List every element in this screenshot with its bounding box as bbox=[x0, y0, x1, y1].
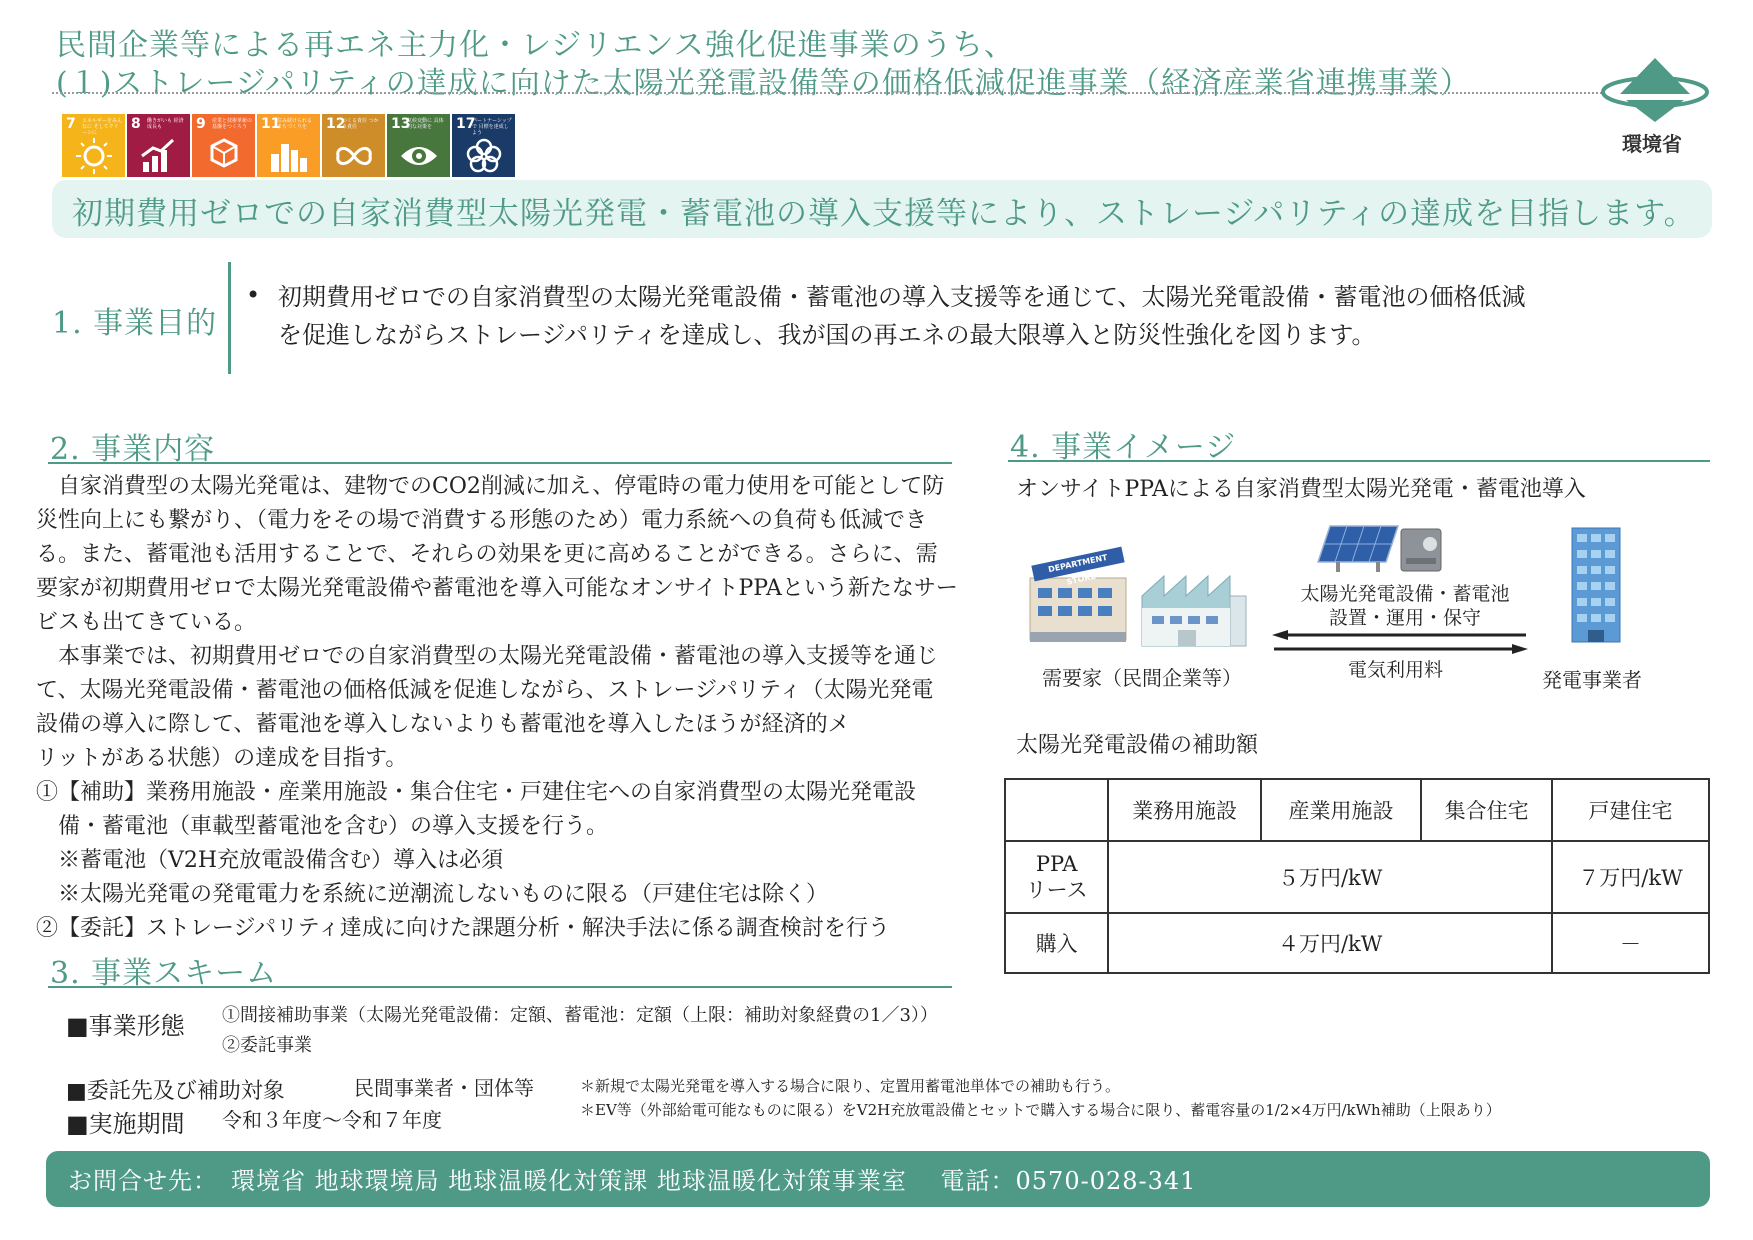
image-rule bbox=[1008, 460, 1710, 462]
contact-text: お問合せ先： 環境省 地球環境局 地球温暖化対策課 地球温暖化対策事業室 電話：0570-028-341 bbox=[68, 1167, 1197, 1195]
sdg-number: 11 bbox=[261, 116, 281, 132]
image-title: 4. 事業イメージ bbox=[1010, 430, 1237, 465]
content-line: 本事業では、初期費用ゼロでの自家消費型の太陽光発電設備・蓄電池の導入支援等を通じ bbox=[36, 644, 939, 669]
table-row bbox=[1005, 779, 1709, 841]
sdg-number: 7 bbox=[66, 116, 76, 132]
scheme-note2: ＊EV等（外部給電可能なものに限る）をV2H充放電設備とセットで購入する場合に限り、蓄電容量の1/2×4万円/kWh補助（上限あり） bbox=[580, 1101, 1501, 1119]
goal-banner bbox=[52, 180, 1712, 238]
table-header-cell: 集合住宅 bbox=[1421, 779, 1552, 841]
scheme-target-value: 民間事業者・団体等 bbox=[354, 1076, 534, 1100]
equipment-line2: 設置・運用・保守 bbox=[1328, 607, 1481, 629]
table-row bbox=[1005, 841, 1709, 913]
content-line: て、太陽光発電設備・蓄電池の価格低減を促進しながら、ストレージパリティ（太陽光発電 bbox=[36, 678, 934, 703]
subsidy-table bbox=[1004, 778, 1710, 974]
goal-banner-text: 初期費用ゼロでの自家消費型太陽光発電・蓄電池の導入支援等により、ストレージパリティの達成を目指します。 bbox=[72, 196, 1696, 232]
purpose-line1: 初期費用ゼロでの自家消費型の太陽光発電設備・蓄電池の導入支援等を通じて、太陽光発電設備・蓄電池の価格低減 bbox=[278, 283, 1526, 311]
sdg-text: エネルギーをみんなに そしてクリーンに bbox=[82, 118, 123, 136]
table-value-cell: ５万円/kW bbox=[1108, 841, 1552, 913]
sdg-17-icon bbox=[452, 114, 515, 177]
table-row-label bbox=[1005, 841, 1108, 913]
purpose-title: 1. 事業目的 bbox=[52, 306, 218, 341]
content-line: 自家消費型の太陽光発電は、建物でのCO2削減に加え、停電時の電力使用を可能として防 bbox=[36, 474, 945, 499]
supplier-label: 発電事業者 bbox=[1542, 668, 1642, 692]
sdg-number: 17 bbox=[456, 116, 476, 132]
purpose-text bbox=[278, 278, 1526, 354]
scheme-rule bbox=[48, 986, 952, 988]
row-label-line2: リース bbox=[1025, 878, 1088, 902]
content-line: ※太陽光発電の発電電力を系統に逆潮流しないものに限る（戸建住宅は除く） bbox=[36, 882, 829, 907]
factory-icon bbox=[1138, 556, 1250, 652]
sdg-7-icon bbox=[62, 114, 125, 177]
sdg-13-icon bbox=[387, 114, 450, 177]
title-divider bbox=[52, 92, 1602, 94]
content-line: る。また、蓄電池も活用することで、それらの効果を更に高めることができる。さらに、需 bbox=[36, 542, 938, 567]
sdg-text: 住み続けられる まちづくりを bbox=[277, 118, 313, 130]
sdg-text: 働きがいも 経済成長も bbox=[147, 118, 184, 130]
scheme-note1: ＊新規で太陽光発電を導入する場合に限り、定置用蓄電池単体での補助も行う。 bbox=[580, 1077, 1121, 1095]
sdg-text: パートナーシップで 目標を達成しよう bbox=[472, 118, 512, 136]
content-line: ※蓄電池（V2H充放電設備含む）導入は必須 bbox=[36, 848, 504, 873]
page-title-line1: 民間企業等による再エネ主力化・レジリエンス強化促進事業のうち、 bbox=[56, 28, 1015, 63]
scheme-form-line2: ②委託事業 bbox=[222, 1035, 312, 1056]
content-line: ビスも出てきている。 bbox=[36, 610, 257, 635]
sdg-text: つくる責任 つかう責任 bbox=[342, 118, 379, 130]
scheme-form-label: ■事業形態 bbox=[66, 1012, 185, 1040]
page-title-line2: (１)ストレージパリティの達成に向けた太陽光発電設備等の価格低減促進事業（経済産業省連携事業） bbox=[56, 66, 1471, 101]
sdg-number: 9 bbox=[196, 116, 206, 132]
equipment-line1: 太陽光発電設備・蓄電池 bbox=[1300, 583, 1510, 605]
table-value-cell: ７万円/kW bbox=[1552, 841, 1709, 913]
content-line: ①【補助】業務用施設・産業用施設・集合住宅・戸建住宅への自家消費型の太陽光発電設 bbox=[36, 780, 917, 805]
sdg-9-icon bbox=[192, 114, 255, 177]
sdg-text: 気候変動に 具体的な対策を bbox=[407, 118, 444, 130]
table-header-cell: 産業用施設 bbox=[1261, 779, 1421, 841]
table-header-cell: 戸建住宅 bbox=[1552, 779, 1709, 841]
table-row-label: 購入 bbox=[1005, 913, 1108, 973]
content-body bbox=[36, 470, 966, 946]
sdg-number: 12 bbox=[326, 116, 346, 132]
content-rule bbox=[48, 462, 952, 464]
table-row bbox=[1005, 913, 1709, 973]
fee-label: 電気利用料 bbox=[1348, 659, 1444, 681]
service-arrow-icon bbox=[1272, 630, 1528, 658]
scheme-target-label: ■委託先及び補助対象 bbox=[66, 1079, 285, 1104]
sdg-12-icon bbox=[322, 114, 385, 177]
solar-panel-icon bbox=[1316, 524, 1400, 578]
content-line: リットがある状態）の達成を目指す。 bbox=[36, 746, 408, 771]
image-subtitle: オンサイトPPAによる自家消費型太陽光発電・蓄電池導入 bbox=[1016, 477, 1586, 502]
content-line: 要家が初期費用ゼロで太陽光発電設備や蓄電池を導入可能なオンサイトPPAという新たなサー bbox=[36, 576, 958, 601]
office-building-icon bbox=[1568, 526, 1624, 650]
sdg-11-icon bbox=[257, 114, 320, 177]
purpose-divider bbox=[228, 262, 231, 374]
battery-icon bbox=[1400, 528, 1442, 576]
table-header-cell bbox=[1005, 779, 1108, 841]
content-line: ②【委託】ストレージパリティ達成に向けた課題分析・解決手法に係る調査検討を行う bbox=[36, 916, 890, 941]
contact-footer bbox=[46, 1151, 1710, 1207]
table-header-cell: 業務用施設 bbox=[1108, 779, 1261, 841]
store-sign: DEPARTMENT STORE bbox=[1031, 547, 1124, 582]
purpose-line2: を促進しながらストレージパリティを達成し、我が国の再エネの最大限導入と防災性強化を図ります。 bbox=[278, 321, 1376, 349]
content-title: 2. 事業内容 bbox=[50, 432, 216, 467]
subsidy-title: 太陽光発電設備の補助額 bbox=[1016, 733, 1259, 758]
sdg-8-icon bbox=[127, 114, 190, 177]
sdg-text: 産業と技術革新の 基盤をつくろう bbox=[212, 118, 253, 130]
sdg-number: 13 bbox=[391, 116, 411, 132]
scheme-period-label: ■実施期間 bbox=[66, 1110, 185, 1138]
content-line: 備・蓄電池（車載型蓄電池を含む）の導入支援を行う。 bbox=[36, 814, 609, 839]
moe-logo bbox=[1600, 52, 1710, 156]
purpose-bullet: • bbox=[246, 281, 261, 309]
demand-label: 需要家（民間企業等） bbox=[1042, 666, 1242, 690]
department-store-icon bbox=[1026, 548, 1130, 648]
content-line: 設備の導入に際して、蓄電池を導入しないよりも蓄電池を導入したほうが経済的メ bbox=[36, 712, 850, 737]
sdg-icons bbox=[62, 114, 515, 177]
table-value-cell: ４万円/kW bbox=[1108, 913, 1552, 973]
sdg-number: 8 bbox=[131, 116, 141, 132]
table-value-cell: － bbox=[1552, 913, 1709, 973]
scheme-period-value: 令和３年度～令和７年度 bbox=[222, 1108, 442, 1132]
equipment-label bbox=[1290, 582, 1520, 630]
moe-logo-icon bbox=[1600, 52, 1710, 132]
moe-logo-label: 環境省 bbox=[1622, 132, 1682, 156]
scheme-form-line1: ①間接補助事業（太陽光発電設備：定額、蓄電池：定額（上限：補助対象経費の1／3）） bbox=[222, 1005, 938, 1026]
row-label-line1: PPA bbox=[1035, 852, 1078, 876]
content-line: 災性向上にも繋がり、（電力をその場で消費する形態のため）電力系統への負荷も低減でき bbox=[36, 508, 928, 533]
scheme-title: 3. 事業スキーム bbox=[50, 956, 278, 991]
